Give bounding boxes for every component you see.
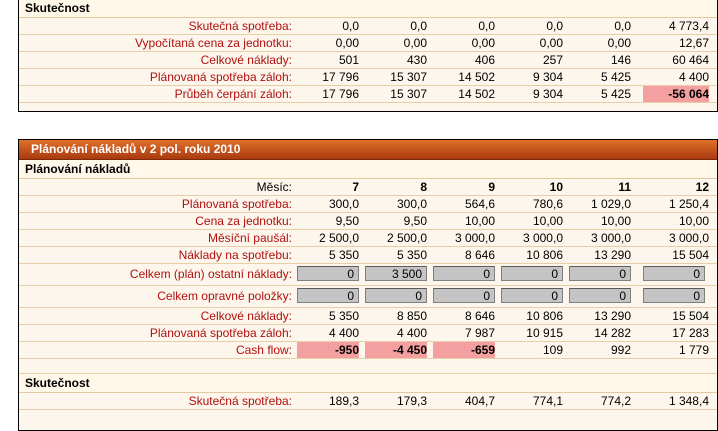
value-cell: 8 646 (464, 309, 495, 323)
cost-planning-panel (18, 139, 718, 431)
value-cell: 406 (474, 53, 495, 67)
actual-rows-2 (19, 393, 717, 410)
value-cell: -56 064 (643, 86, 709, 102)
value-cell: 3 000,0 (454, 231, 495, 245)
value-cell: 10,00 (464, 214, 495, 228)
value-cell: 4 400 (328, 326, 359, 340)
value-cell: 564,6 (464, 197, 495, 211)
table-row (19, 286, 717, 308)
value-cell: 15 504 (672, 309, 709, 323)
value-cell: 14 502 (458, 70, 495, 84)
planning-input-rows (19, 264, 717, 308)
value-cell: 10 806 (526, 248, 563, 262)
value-cell: 0,0 (478, 19, 495, 33)
value-cell: 10 806 (526, 309, 563, 323)
value-input[interactable]: 0 (643, 288, 705, 303)
value-cell: 4 773,4 (668, 19, 709, 33)
value-cell: 13 290 (594, 309, 631, 323)
value-cell: 300,0 (396, 197, 427, 211)
value-cell: 0,00 (607, 36, 631, 50)
row-label: Skutečná spotřeba: (188, 19, 292, 33)
value-cell: 5 425 (600, 70, 631, 84)
value-input[interactable]: 0 (569, 288, 631, 303)
value-cell: 5 350 (328, 309, 359, 323)
month-label: Měsíc: (256, 180, 292, 194)
value-cell: 12,67 (678, 36, 709, 50)
value-cell: 9,50 (403, 214, 427, 228)
table-row (19, 325, 717, 342)
row-label: Plánovaná spotřeba záloh: (149, 326, 292, 340)
month-header: 12 (695, 180, 709, 194)
section-title-planning: Plánování nákladů (19, 160, 717, 179)
table-row (19, 308, 717, 325)
table-row (19, 213, 717, 230)
row-label: Měsíční paušál: (207, 231, 292, 245)
section-title-actual: Skutečnost (19, 0, 717, 18)
month-header: 11 (618, 180, 631, 194)
value-cell: 179,3 (396, 394, 427, 408)
value-cell: 10 915 (526, 326, 563, 340)
row-label: Celkem (plán) ostatní náklady: (129, 267, 292, 281)
value-cell: 109 (542, 343, 563, 357)
value-cell: 8 850 (396, 309, 427, 323)
table-row (19, 264, 717, 286)
row-label: Cash flow: (235, 343, 292, 357)
row-label: Skutečná spotřeba: (188, 394, 292, 408)
value-cell: 3 000,0 (522, 231, 563, 245)
value-input[interactable]: 0 (365, 288, 427, 303)
table-row (19, 35, 717, 52)
value-input[interactable]: 0 (297, 288, 359, 303)
value-cell: 1 779 (678, 343, 709, 357)
value-cell: 0,0 (546, 19, 563, 33)
value-cell: 10,00 (678, 214, 709, 228)
section-title-actual-2: Skutečnost (19, 374, 717, 393)
row-label: Náklady na spotřebu: (178, 248, 292, 262)
value-cell: 501 (338, 53, 359, 67)
value-cell: 9,50 (335, 214, 359, 228)
table-row (19, 393, 717, 410)
value-input[interactable]: 0 (501, 266, 563, 281)
value-cell: 15 504 (672, 248, 709, 262)
value-cell: 5 350 (396, 248, 427, 262)
value-cell: 1 250,4 (668, 197, 709, 211)
value-cell: 14 282 (594, 326, 631, 340)
value-cell: 0,0 (342, 19, 359, 33)
value-cell: 5 350 (328, 248, 359, 262)
panel-title: Plánování nákladů v 2 pol. roku 2010 (19, 140, 717, 160)
value-cell: 4 400 (396, 326, 427, 340)
value-cell: 15 307 (390, 87, 427, 101)
value-cell: 0,00 (403, 36, 427, 50)
value-cell: 774,2 (600, 394, 631, 408)
value-cell: 3 000,0 (668, 231, 709, 245)
value-input[interactable]: 0 (501, 288, 563, 303)
value-cell: 8 646 (464, 248, 495, 262)
value-cell: 0,00 (471, 36, 495, 50)
value-input[interactable]: 0 (433, 266, 495, 281)
value-input[interactable]: 0 (433, 288, 495, 303)
table-row (19, 247, 717, 264)
value-cell: 404,7 (464, 394, 495, 408)
row-label: Plánovaná spotřeba: (181, 197, 292, 211)
value-cell: 780,6 (532, 197, 563, 211)
value-cell: 300,0 (328, 197, 359, 211)
table-row (19, 196, 717, 213)
value-input[interactable]: 0 (569, 266, 631, 281)
month-header: 7 (352, 180, 359, 194)
value-input[interactable]: 0 (643, 266, 705, 281)
value-cell: 10,00 (600, 214, 631, 228)
table-row (19, 86, 717, 103)
value-cell: 10,00 (532, 214, 563, 228)
value-cell: 13 290 (594, 248, 631, 262)
table-row (19, 342, 717, 359)
value-cell: 14 502 (458, 87, 495, 101)
value-cell: -4 450 (365, 342, 427, 358)
value-cell: -659 (433, 342, 495, 358)
table-row (19, 69, 717, 86)
planning-rows (19, 196, 717, 264)
spacer (19, 359, 717, 374)
table-row (19, 18, 717, 35)
row-label: Celkové náklady: (200, 309, 292, 323)
value-cell: 7 987 (464, 326, 495, 340)
value-cell: 15 307 (390, 70, 427, 84)
value-input[interactable]: 0 (297, 266, 359, 281)
table-row (19, 230, 717, 247)
table-row (19, 52, 717, 69)
value-cell: 0,0 (614, 19, 631, 33)
month-header: 8 (420, 180, 427, 194)
value-cell: 146 (610, 53, 631, 67)
value-cell: 9 304 (532, 70, 563, 84)
row-label: Celkem opravné položky: (157, 289, 292, 303)
value-cell: 1 348,4 (668, 394, 709, 408)
value-cell: 0,00 (539, 36, 563, 50)
value-input[interactable]: 3 500 (365, 266, 427, 281)
value-cell: 17 283 (672, 326, 709, 340)
value-cell: 1 029,0 (590, 197, 631, 211)
actual-panel-top (18, 0, 718, 112)
value-cell: 17 796 (322, 87, 359, 101)
value-cell: 2 500,0 (386, 231, 427, 245)
value-cell: 430 (406, 53, 427, 67)
month-header-row (19, 179, 717, 196)
planning-total-rows (19, 308, 717, 359)
value-cell: 60 464 (672, 53, 709, 67)
value-cell: 0,0 (410, 19, 427, 33)
value-cell: 4 400 (678, 70, 709, 84)
value-cell: 0,00 (335, 36, 359, 50)
row-label: Plánovaná spotřeba záloh: (149, 70, 292, 84)
month-header: 10 (549, 180, 563, 194)
value-cell: 992 (610, 343, 631, 357)
value-cell: 257 (542, 53, 563, 67)
row-label: Vypočítaná cena za jednotku: (135, 36, 292, 50)
value-cell: 17 796 (322, 70, 359, 84)
row-label: Celkové náklady: (200, 53, 292, 67)
value-cell: -950 (297, 342, 359, 358)
month-header: 9 (488, 180, 495, 194)
value-cell: 189,3 (328, 394, 359, 408)
value-cell: 3 000,0 (590, 231, 631, 245)
value-cell: 5 425 (600, 87, 631, 101)
value-cell: 774,1 (532, 394, 563, 408)
actual-rows (19, 18, 717, 103)
row-label: Cena za jednotku: (195, 214, 292, 228)
value-cell: 9 304 (532, 87, 563, 101)
row-label: Průběh čerpání záloh: (174, 87, 292, 101)
value-cell: 2 500,0 (318, 231, 359, 245)
